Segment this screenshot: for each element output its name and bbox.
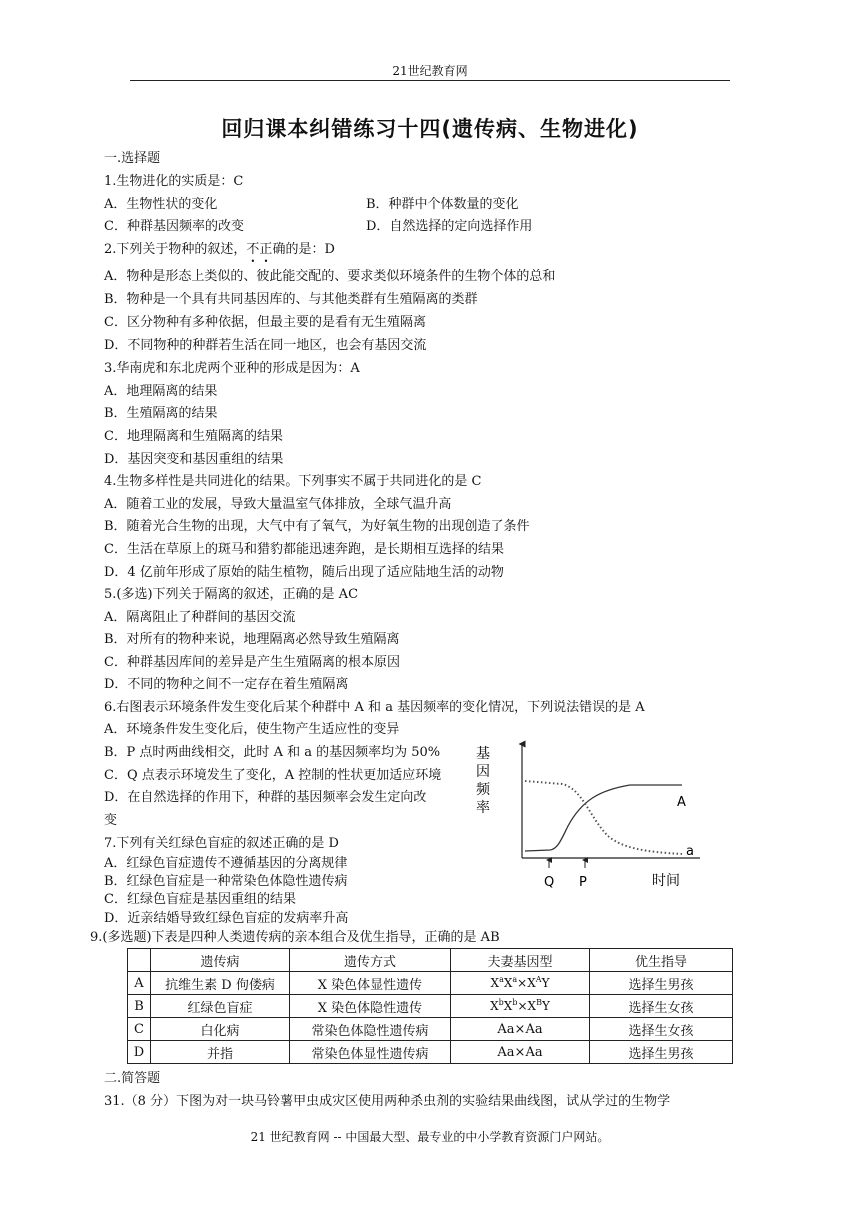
couple-genotype: Aa×Aa (451, 1018, 590, 1041)
inheritance-mode: 常染色体显性遗传病 (290, 1041, 451, 1064)
p-point-label: P (579, 875, 587, 890)
q7-option-d: D．近亲结婚导致红绿色盲症的发病率升高 (104, 911, 349, 926)
q5-option-c: C．种群基因库间的差异是产生生殖隔离的根本原因 (104, 655, 400, 670)
q2-option-b: B．物种是一个具有共同基因库的、与其他类群有生殖隔离的类群 (104, 292, 478, 307)
table-header-cell: 遗传病 (151, 949, 290, 972)
q6-option-d: D．在自然选择的作用下，种群的基因频率会发生定向改 (104, 790, 427, 805)
question-5: 5.(多选)下列关于隔离的叙述，正确的是 AC (104, 587, 359, 602)
q4-option-b: B．随着光合生物的出现，大气中有了氧气，为好氧生物的出现创造了条件 (104, 519, 530, 534)
question-2 (104, 242, 335, 258)
table-row (128, 1018, 733, 1041)
inheritance-mode: X 染色体显性遗传 (290, 972, 451, 995)
q2-option-c: C．区分物种有多种依据，但最主要的是看有无生殖隔离 (104, 315, 426, 330)
disease-name: 白化病 (151, 1018, 290, 1041)
y-axis-label-1: 基 (476, 746, 490, 762)
q4-option-a: A．随着工业的发展，导致大量温室气体排放，全球气温升高 (104, 497, 452, 512)
y-axis-label-4: 率 (476, 800, 490, 816)
q5-option-b: B．对所有的物种来说，地理隔离必然导致生殖隔离 (104, 632, 400, 647)
q2-emphasis-1: 不 (246, 242, 260, 257)
q1-option-c: C．种群基因频率的改变 (104, 219, 244, 234)
table-row (128, 995, 733, 1018)
eugenic-advice: 选择生女孩 (590, 1018, 733, 1041)
q1-option-d: D．自然选择的定向选择作用 (366, 219, 533, 234)
gene-frequency-figure (470, 738, 710, 898)
y-axis-label-3: 频 (476, 782, 490, 798)
q5-option-a: A．隔离阻止了种群间的基因交流 (104, 610, 296, 625)
q6-option-b: B．P 点时两曲线相交，此时 A 和 a 的基因频率均为 50% (104, 745, 441, 760)
row-id: D (128, 1041, 151, 1064)
q-point-label: Q (544, 875, 555, 890)
genetic-disease-table (127, 948, 733, 1064)
table-header-cell (128, 949, 151, 972)
table-header-cell: 遗传方式 (290, 949, 451, 972)
eugenic-advice: 选择生男孩 (590, 972, 733, 995)
q2-emphasis-2: 正 (259, 242, 273, 257)
document-title: 回归课本纠错练习十四(遗传病、生物进化) (221, 117, 639, 141)
header-rule (130, 80, 730, 81)
q7-option-b: B．红绿色盲症是一种常染色体隐性遗传病 (104, 874, 348, 889)
couple-genotype: $X^bX^b\times X^BY$ (451, 995, 590, 1018)
q6-option-c: C．Q 点表示环境发生了变化，A 控制的性状更加适应环境 (104, 768, 442, 783)
q3-option-d: D．基因突变和基因重组的结果 (104, 452, 284, 467)
q3-option-a: A．地理隔离的结果 (104, 384, 218, 399)
y-axis-label-2: 因 (476, 764, 490, 780)
couple-genotype: Aa×Aa (451, 1041, 590, 1064)
question-31: 31.（8 分）下图为对一块马铃薯甲虫成灾区使用两种杀虫剂的实验结果曲线图，试从学过的生物学 (104, 1094, 671, 1109)
couple-genotype: $X^aX^a\times X^AY$ (451, 972, 590, 995)
question-6: 6.右图表示环境条件发生变化后某个种群中 A 和 a 基因频率的变化情况，下列说法错误的是 A (104, 700, 645, 715)
row-id: C (128, 1018, 151, 1041)
q2-option-d: D．不同物种的种群若生活在同一地区，也会有基因交流 (104, 338, 427, 353)
question-9: 9.(多选题)下表是四种人类遗传病的亲本组合及优生指导，正确的是 AB (90, 930, 500, 945)
question-3: 3.华南虎和东北虎两个亚种的形成是因为：A (104, 361, 360, 376)
curve-a-label: a (686, 844, 694, 859)
eugenic-advice: 选择生男孩 (590, 1041, 733, 1064)
q2-text-pre: 2.下列关于物种的叙述， (104, 242, 247, 257)
q3-option-c: C．地理隔离和生殖隔离的结果 (104, 429, 283, 444)
eugenic-advice: 选择生女孩 (590, 995, 733, 1018)
q1-option-b: B．种群中个体数量的变化 (366, 197, 519, 212)
table-row (128, 972, 733, 995)
q4-option-c: C．生活在草原上的斑马和猎豹都能迅速奔跑，是长期相互选择的结果 (104, 542, 504, 557)
x-axis-label: 时间 (652, 873, 680, 889)
disease-name: 抗维生素 D 佝偻病 (151, 972, 290, 995)
section-heading-short-answer: 二.简答题 (104, 1071, 161, 1086)
page-header: 21世纪教育网 (392, 64, 468, 78)
row-id: A (128, 972, 151, 995)
disease-name: 红绿色盲症 (151, 995, 290, 1018)
q4-option-d: D．4 亿前年形成了原始的陆生植物，随后出现了适应陆地生活的动物 (104, 565, 504, 580)
curve-A-label: A (677, 795, 686, 810)
table-header-cell: 夫妻基因型 (451, 949, 590, 972)
q2-text-post: 确的是：D (272, 242, 335, 257)
question-7: 7.下列有关红绿色盲症的叙述正确的是 D (104, 836, 339, 851)
table-row (128, 1041, 733, 1064)
q2-option-a: A．物种是形态上类似的、彼此能交配的、要求类似环境条件的生物个体的总和 (104, 269, 556, 284)
q7-option-c: C．红绿色盲症是基因重组的结果 (104, 892, 296, 907)
q5-option-d: D．不同的物种之间不一定存在着生殖隔离 (104, 677, 349, 692)
row-id: B (128, 995, 151, 1018)
q6-option-d-wrap: 变 (104, 813, 118, 828)
inheritance-mode: X 染色体隐性遗传 (290, 995, 451, 1018)
section-heading-choice: 一.选择题 (104, 151, 161, 166)
q1-option-a: A．生物性状的变化 (104, 197, 218, 212)
disease-name: 并指 (151, 1041, 290, 1064)
q6-option-a: A．环境条件发生变化后，使生物产生适应性的变异 (104, 722, 400, 737)
table-header-cell: 优生指导 (590, 949, 733, 972)
question-1: 1.生物进化的实质是：C (104, 174, 244, 189)
page-footer: 21 世纪教育网 -- 中国最大型、最专业的中小学教育资源门户网站。 (250, 1130, 610, 1144)
table-header-row (128, 949, 733, 972)
question-4: 4.生物多样性是共同进化的结果。下列事实不属于共同进化的是 C (104, 474, 482, 489)
curve-A (525, 785, 682, 851)
q3-option-b: B．生殖隔离的结果 (104, 406, 218, 421)
q7-option-a: A．红绿色盲症遗传不遵循基因的分离规律 (104, 856, 348, 871)
inheritance-mode: 常染色体隐性遗传病 (290, 1018, 451, 1041)
